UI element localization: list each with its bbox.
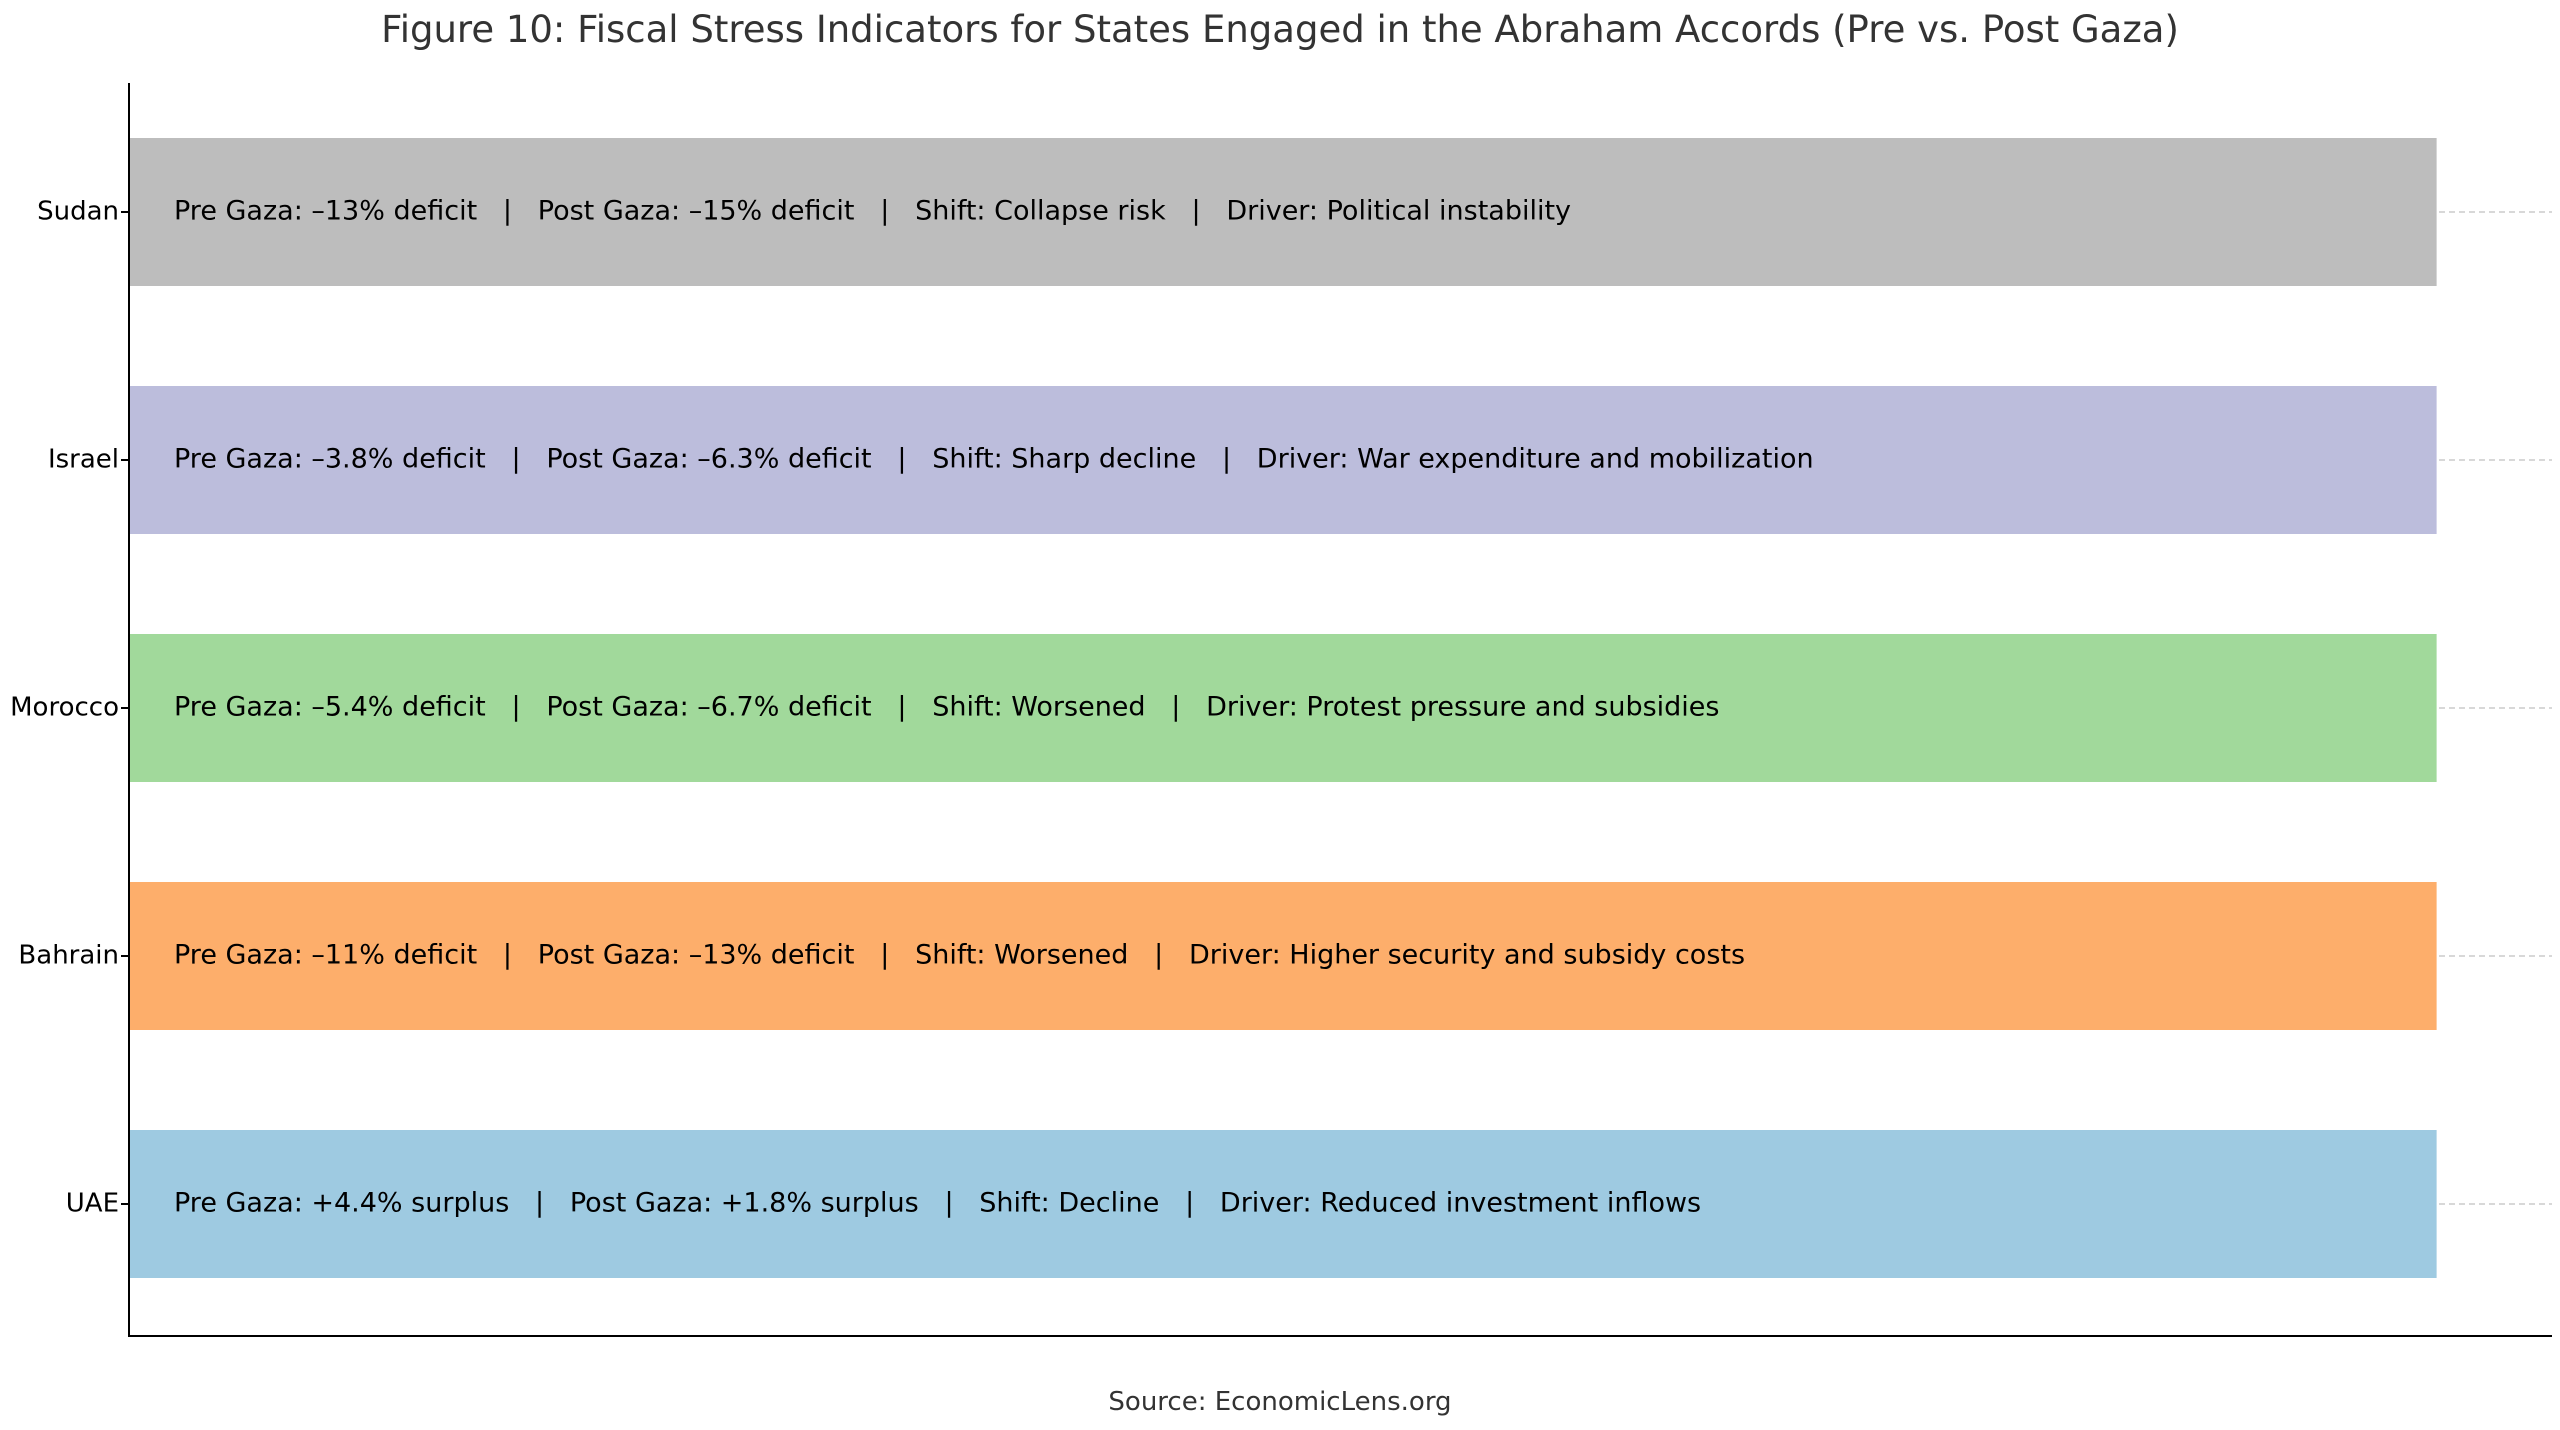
source-note: Source: EconomicLens.org: [1108, 1387, 1452, 1417]
chart-title: Figure 10: Fiscal Stress Indicators for States Engaged in the Abraham Accords (Pre vs. Post Gaza): [381, 8, 2179, 51]
y-tick-label-israel: Israel: [47, 444, 119, 475]
y-tick-label-uae: UAE: [65, 1188, 119, 1219]
bar-label-morocco: Pre Gaza: –5.4% deficit | Post Gaza: –6.7% deficit | Shift: Worsened | Driver: Protest pressure and subsidies: [174, 691, 1720, 723]
y-axis-ticks: [10, 197, 129, 1219]
bar-label-bahrain: Pre Gaza: –11% deficit | Post Gaza: –13% deficit | Shift: Worsened | Driver: Higher security and subsidy costs: [174, 939, 1746, 971]
bar-label-israel: Pre Gaza: –3.8% deficit | Post Gaza: –6.3% deficit | Shift: Sharp decline | Driver: War expenditure and mobilization: [174, 443, 1814, 475]
y-tick-label-bahrain: Bahrain: [18, 940, 119, 971]
bar-labels: [174, 196, 1814, 1219]
bar-label-sudan: Pre Gaza: –13% deficit | Post Gaza: –15% deficit | Shift: Collapse risk | Driver: Political instability: [174, 195, 1572, 227]
y-tick-label-sudan: Sudan: [37, 196, 119, 227]
bar-label-uae: Pre Gaza: +4.4% surplus | Post Gaza: +1.8% surplus | Shift: Decline | Driver: Reduced investment inflows: [174, 1187, 1702, 1219]
y-tick-label-morocco: Morocco: [10, 692, 119, 723]
